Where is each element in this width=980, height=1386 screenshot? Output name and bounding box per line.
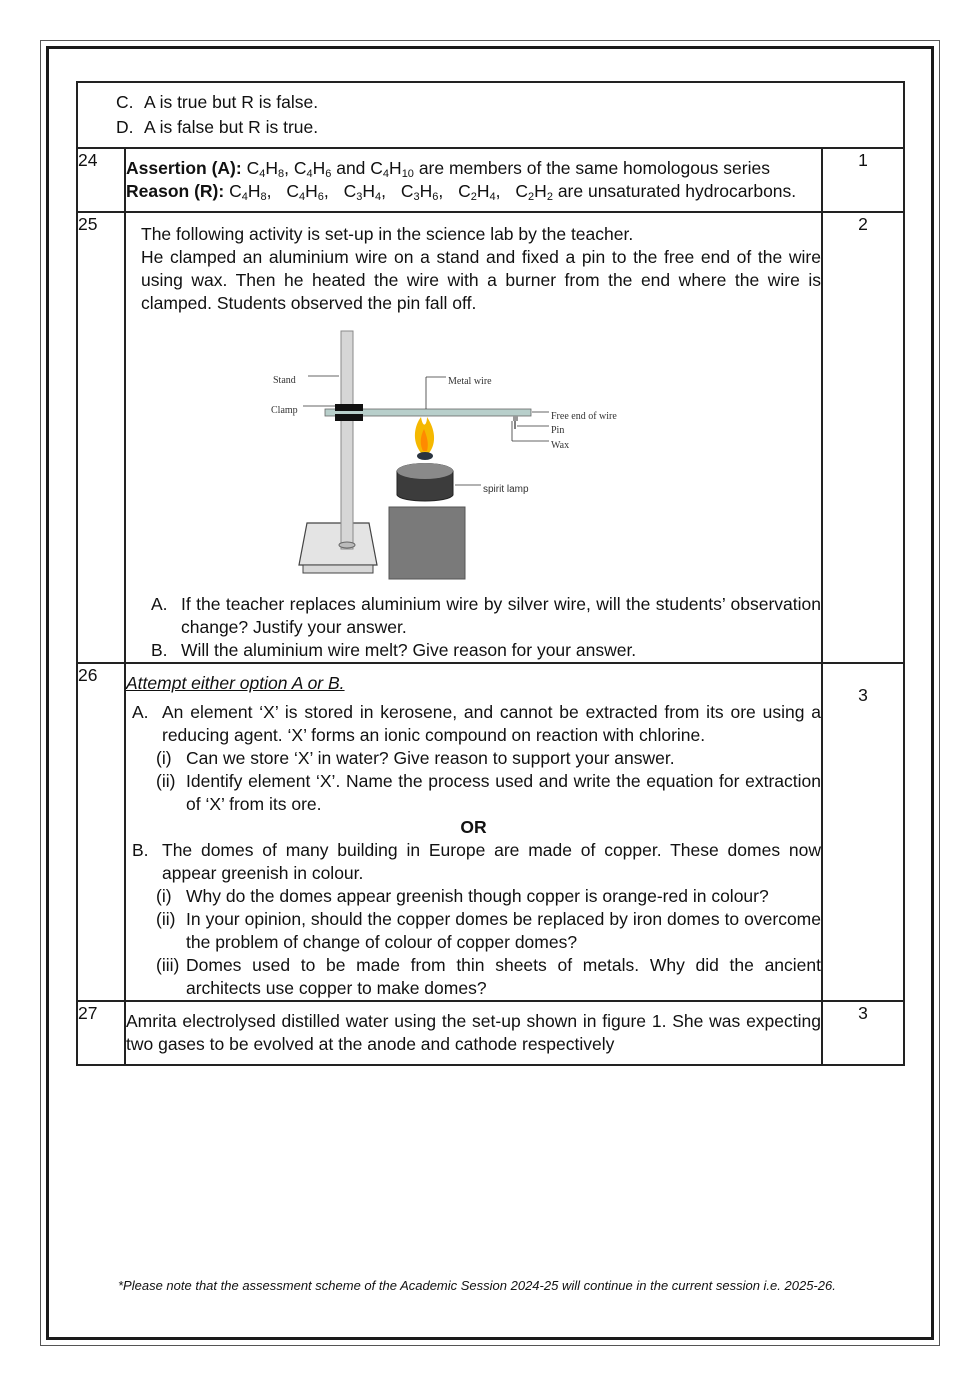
sub-question: (iii) Domes used to be made from thin sheets of metals. Why did the ancient architects use copper to make domes? [156,955,821,998]
option-a: A. An element ‘X’ is stored in kerosene, and cannot be extracted from its ore using a reducing agent. ‘X’ forms an ionic compound on reaction with chlorine. [132,702,821,745]
question-description: He clamped an aluminium wire on a stand and fixed a pin to the free end of the wire using wax. Then he heated the wire with a burner from the end where the wire is clamped. Students observed the pin fall off. [141,247,821,313]
option-c: C. A is true but R is false. [116,92,319,112]
figure-label-pin: Pin [551,425,565,436]
figure-label-wax: Wax [551,440,570,451]
question-number: 27 [77,1001,125,1065]
question-row-25 [77,212,904,663]
sub-question: (i) Can we store ‘X’ in water? Give reason to support your answer. [156,748,675,768]
sub-question: (ii) Identify element ‘X’. Name the process used and write the equation for extraction of ‘X’ from its ore. [156,771,821,814]
figure-label-stand: Stand [273,375,296,386]
marks: 1 [822,148,904,212]
assertion: Assertion (A): $C_4H_8$, $C_4H_6$ and $C_4H_{10}$ are members of the same homologous series [126,158,770,180]
figure-label-clamp: Clamp [271,405,298,416]
question-table [76,81,905,1066]
marks: 3 [822,663,904,1001]
question-number: 26 [77,663,125,1001]
question-row-26 [77,663,904,1001]
sub-question: (i) Why do the domes appear greenish though copper is orange-red in colour? [156,886,769,906]
figure-label-metal-wire: Metal wire [448,376,492,387]
reason: Reason (R): $C_4H_8$, $C_4H_6$, $C_3H_4$, $C_3H_6$, $C_2H_4$, $C_2H_2$ are unsaturated hydrocarbons. [126,181,797,203]
question-number: 25 [77,212,125,663]
question-text: Amrita electrolysed distilled water using the set-up shown in figure 1. She was expecting two gases to be evolved at the anode and cathode respectively [125,1001,822,1065]
question-row-27 [77,1001,904,1065]
question-row-24 [77,148,904,212]
figure-label-free-end: Free end of wire [551,411,617,422]
instruction: Attempt either option A or B. [126,673,345,693]
option-b: B. Will the aluminium wire melt? Give reason for your answer. [151,640,637,660]
marks: 2 [822,212,904,663]
option-d: D. A is false but R is true. [116,117,319,137]
option-b: B. The domes of many building in Europe are made of copper. These domes now appear greenish in colour. [132,840,821,883]
marks: 3 [822,1001,904,1065]
conduction-setup-diagram [251,325,651,585]
experiment-figure [251,325,651,585]
or-divider: OR [460,817,487,837]
figure-label-spirit-lamp: spirit lamp [483,484,529,495]
question-number: 24 [77,148,125,212]
footnote: *Please note that the assessment scheme of the Academic Session 2024-25 will continue in the current session i.e. 2025-26. [118,1278,836,1293]
question-intro: The following activity is set-up in the science lab by the teacher. [141,224,634,244]
sub-question: (ii) In your opinion, should the copper domes be replaced by iron domes to overcome the problem of change of colour of copper domes? [156,909,821,952]
continuation-row [77,82,904,148]
option-a: A. If the teacher replaces aluminium wire by silver wire, will the students’ observation change? Justify your answer. [151,594,821,637]
